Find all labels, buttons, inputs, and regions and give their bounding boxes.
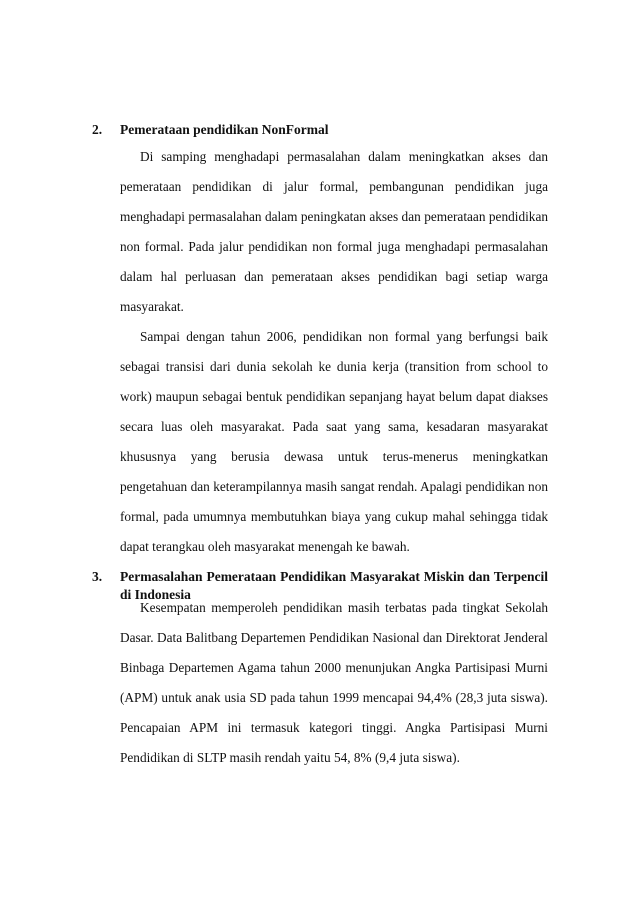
section-number: 3. <box>92 569 103 584</box>
section-heading: Permasalahan Pemerataan Pendidikan Masyarakat Miskin dan Terpencil di Indonesia <box>120 569 548 602</box>
section-number: 2. <box>92 122 103 137</box>
section-heading: Pemerataan pendidikan NonFormal <box>120 122 329 137</box>
paragraph: Di samping menghadapi permasalahan dalam meningkatkan akses dan pemerataan pendidikan di jalur formal, pembangunan pendidikan juga menghadapi permasalahan dalam peningkatan akses dan pemerataan pendidikan non formal. Pada jalur pendidikan non formal juga menghadapi permasalahan dalam hal perluasan dan pemerataan akses pendidikan bagi setiap warga masyarakat. <box>120 149 548 314</box>
paragraph: Kesempatan memperoleh pendidikan masih terbatas pada tingkat Sekolah Dasar. Data Balitbang Departemen Pendidikan Nasional dan Direktorat Jenderal Binbaga Departemen Agama tahun 2000 menunjukan Angka Partisipasi Murni (APM) untuk anak usia SD pada tahun 1999 mencapai 94,4% (28,3 juta siswa). Pencapaian APM ini termasuk kategori tinggi. Angka Partisipasi Murni Pendidikan di SLTP masih rendah yaitu 54, 8% (9,4 juta siswa). <box>120 600 548 765</box>
paragraph: Sampai dengan tahun 2006, pendidikan non formal yang berfungsi baik sebagai transisi dari dunia sekolah ke dunia kerja (transition from school to work) maupun sebagai bentuk pendidikan sepanjang hayat belum dapat diakses secara luas oleh masyarakat. Pada saat yang sama, kesadaran masyarakat khususnya yang berusia dewasa untuk terus-menerus meningkatkan pengetahuan dan keterampilannya masih sangat rendah. Apalagi pendidikan non formal, pada umumnya membutuhkan biaya yang cukup mahal sehingga tidak dapat terangkau oleh masyarakat menengah ke bawah. <box>120 329 548 554</box>
